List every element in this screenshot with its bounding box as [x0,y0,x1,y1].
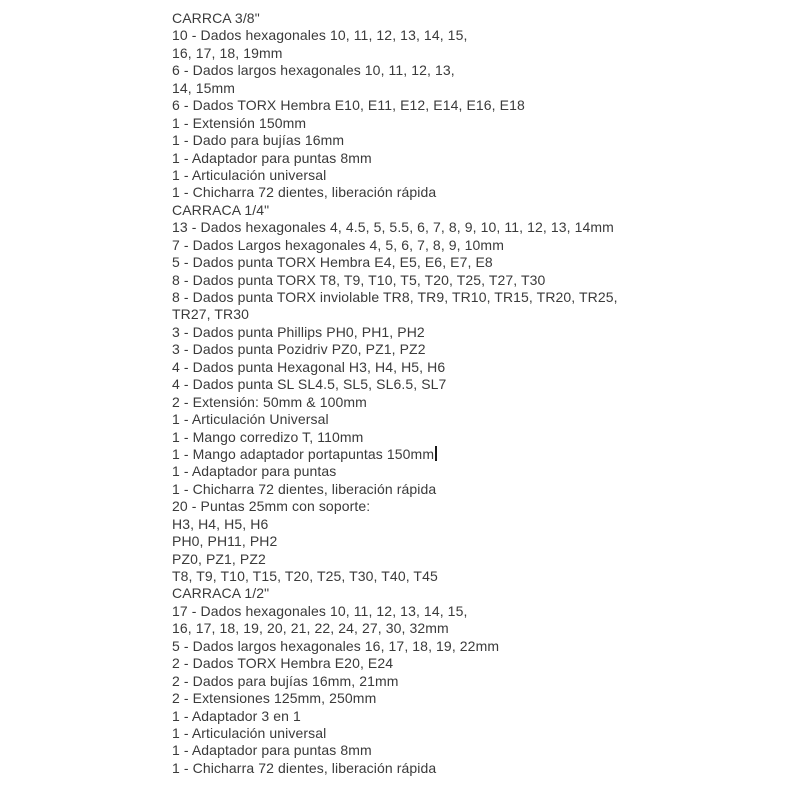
text-line[interactable] [172,324,642,341]
text-line[interactable] [172,655,642,672]
text-line-content: 1 - Dado para bujías 16mm [172,132,345,149]
text-line[interactable] [172,463,642,480]
text-line[interactable] [172,115,642,132]
text-line[interactable] [172,45,642,62]
text-line-content: 17 - Dados hexagonales 10, 11, 12, 13, 14, 15, [172,602,468,619]
text-line[interactable] [172,551,642,568]
text-line-content: 1 - Adaptador para puntas 8mm [172,149,372,166]
text-line-content: 3 - Dados punta Phillips PH0, PH1, PH2 [172,323,425,340]
text-line-content: 1 - Articulación universal [172,724,327,741]
text-line-content: 6 - Dados TORX Hembra E10, E11, E12, E14, E16, E18 [172,97,525,114]
text-line-content: 1 - Adaptador 3 en 1 [172,707,301,724]
text-line-content: PH0, PH11, PH2 [172,533,278,550]
text-line-content: 2 - Dados TORX Hembra E20, E24 [172,655,394,672]
text-line[interactable] [172,376,642,393]
text-line-content: 1 - Mango corredizo T, 110mm [172,428,364,445]
text-line-content: 20 - Puntas 25mm con soporte: [172,498,371,515]
text-line-content: 16, 17, 18, 19, 20, 21, 22, 24, 27, 30, 32mm [172,620,449,637]
text-line[interactable] [172,429,642,446]
text-line[interactable] [172,742,642,759]
text-line-content: CARRACA 1/2" [172,585,270,602]
text-line[interactable] [172,150,642,167]
text-line-content: 1 - Chicharra 72 dientes, liberación rápida [172,759,437,776]
text-line-content: 1 - Mango adaptador portapuntas 150mm [172,445,435,462]
text-line[interactable] [172,167,642,184]
text-line-content: CARRACA 1/4" [172,201,270,218]
text-line[interactable] [172,708,642,725]
text-line[interactable] [172,341,642,358]
text-line-content: 16, 17, 18, 19mm [172,44,283,61]
text-cursor-caret [435,446,437,461]
text-line-content: T8, T9, T10, T15, T20, T25, T30, T40, T45 [172,568,438,584]
text-line-content: 1 - Extensión 150mm [172,114,307,131]
text-line[interactable] [172,411,642,428]
text-line-content: CARRCA 3/8" [172,10,260,26]
text-line-content: 5 - Dados largos hexagonales 16, 17, 18, 19, 22mm [172,637,500,654]
text-line[interactable] [172,725,642,742]
text-line-content: 5 - Dados punta TORX Hembra E4, E5, E6, E7, E8 [172,254,493,271]
text-line-content: 3 - Dados punta Pozidriv PZ0, PZ1, PZ2 [172,341,426,358]
text-line[interactable] [172,481,642,498]
text-line-content: 13 - Dados hexagonales 4, 4.5, 5, 5.5, 6, 7, 8, 9, 10, 11, 12, 13, 14mm [172,219,614,236]
text-line[interactable] [172,62,642,79]
text-line-content: 2 - Extensiones 125mm, 250mm [172,690,377,707]
text-line-content: 1 - Adaptador para puntas 8mm [172,742,372,759]
text-line-content: 7 - Dados Largos hexagonales 4, 5, 6, 7, 8, 9, 10mm [172,236,504,253]
text-line-content: 8 - Dados punta TORX T8, T9, T10, T5, T20, T25, T27, T30 [172,271,546,288]
text-line[interactable] [172,202,642,219]
text-editor-area[interactable] [172,10,642,777]
text-line-content: 14, 15mm [172,79,236,96]
text-line-content: H3, H4, H5, H6 [172,515,269,532]
text-line[interactable] [172,516,642,533]
text-line[interactable] [172,97,642,114]
text-line-content: 8 - Dados punta TORX inviolable TR8, TR9, TR10, TR15, TR20, TR25, [172,289,618,305]
text-line[interactable] [172,760,642,777]
text-line[interactable] [172,498,642,515]
text-line[interactable] [172,306,642,323]
text-line[interactable] [172,272,642,289]
text-line-content: 2 - Extensión: 50mm & 100mm [172,393,367,410]
text-line[interactable] [172,359,642,376]
text-line-content: PZ0, PZ1, PZ2 [172,550,266,567]
text-line[interactable] [172,690,642,707]
text-line-content: 1 - Chicharra 72 dientes, liberación rápida [172,184,437,201]
text-line[interactable] [172,394,642,411]
text-line[interactable] [172,254,642,271]
text-line[interactable] [172,585,642,602]
text-line[interactable] [172,673,642,690]
text-line[interactable] [172,603,642,620]
text-line[interactable] [172,219,642,236]
text-line[interactable] [172,10,642,27]
text-line-content: 2 - Dados para bujías 16mm, 21mm [172,672,399,689]
text-line[interactable] [172,237,642,254]
text-line[interactable] [172,568,642,585]
text-line-content: 4 - Dados punta Hexagonal H3, H4, H5, H6 [172,358,446,375]
text-line-content: 6 - Dados largos hexagonales 10, 11, 12, 13, [172,62,455,79]
text-line-content: 1 - Articulación Universal [172,411,329,428]
text-line[interactable] [172,184,642,201]
text-line-content: 1 - Chicharra 72 dientes, liberación rápida [172,480,437,497]
text-line[interactable] [172,446,642,463]
text-line[interactable] [172,620,642,637]
text-line-content: 1 - Adaptador para puntas [172,463,337,480]
text-line[interactable] [172,27,642,44]
text-line-content: 1 - Articulación universal [172,166,327,183]
text-line-content: TR27, TR30 [172,306,249,323]
text-line[interactable] [172,638,642,655]
text-line[interactable] [172,132,642,149]
text-line-content: 4 - Dados punta SL SL4.5, SL5, SL6.5, SL7 [172,376,447,393]
text-line[interactable] [172,80,642,97]
text-line[interactable] [172,533,642,550]
text-line-content: 10 - Dados hexagonales 10, 11, 12, 13, 14, 15, [172,27,468,44]
text-line[interactable] [172,289,642,306]
